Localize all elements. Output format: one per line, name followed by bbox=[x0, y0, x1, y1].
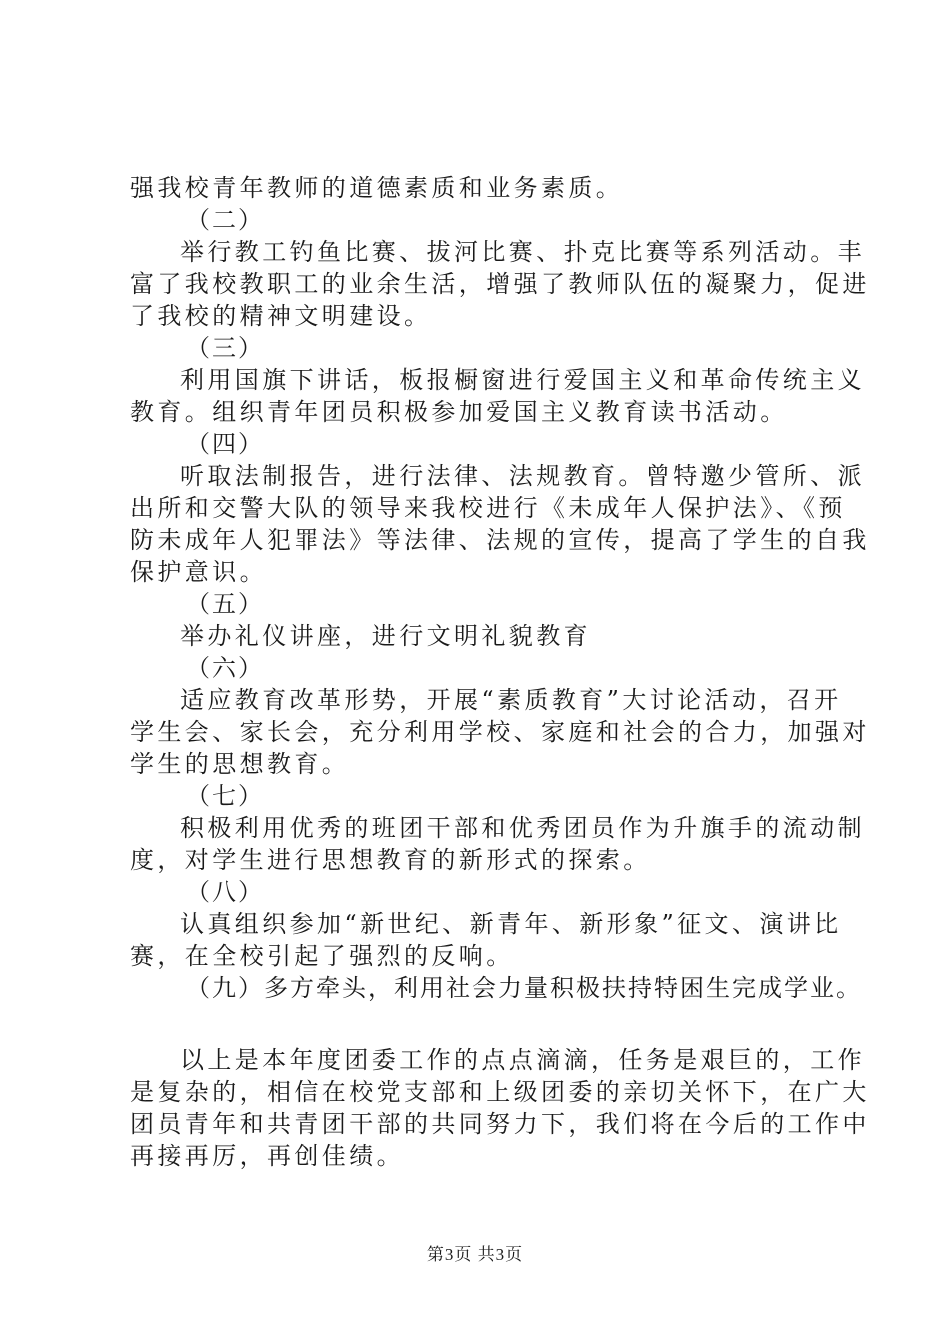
section-heading bbox=[130, 332, 850, 364]
text-line: 积极利用优秀的班团干部和优秀团员作为升旗手的流动制 bbox=[180, 814, 865, 842]
text-line: 了我校的精神文明建设。 bbox=[130, 302, 432, 330]
text-line: 适应教育改革形势，开展“素质教育”大讨论活动，召开 bbox=[180, 686, 842, 714]
text-line: 富了我校教职工的业余生活，增强了教师队伍的凝聚力，促进 bbox=[130, 270, 870, 298]
text-line: （八） bbox=[186, 878, 264, 906]
section-heading bbox=[130, 588, 850, 620]
text-line: 学生会、家长会，充分利用学校、家庭和社会的合力，加强对 bbox=[130, 718, 870, 746]
text-line: （六） bbox=[186, 654, 264, 682]
text-line: 度，对学生进行思想教育的新形式的探索。 bbox=[130, 846, 651, 874]
text-line: 出所和交警大队的领导来我校进行《未成年人保护法》、《预 bbox=[130, 494, 846, 522]
text-line: 强我校青年教师的道德素质和业务素质。 bbox=[130, 174, 624, 202]
text-line: （二） bbox=[186, 206, 264, 234]
section-heading bbox=[130, 428, 850, 460]
paragraph bbox=[130, 620, 850, 652]
text-line: 赛，在全校引起了强烈的反响。 bbox=[130, 942, 514, 970]
page-footer: 第3页 共3页 bbox=[426, 1245, 524, 1264]
text-line: 听取法制报告，进行法律、法规教育。曾特邀少管所、派 bbox=[180, 462, 865, 490]
text-line: （九）多方牵头，利用社会力量积极扶持特困生完成学业。 bbox=[186, 974, 862, 1002]
document-body bbox=[130, 172, 870, 1172]
text-line: 举行教工钓鱼比赛、拔河比赛、扑克比赛等系列活动。丰 bbox=[180, 238, 865, 266]
text-line: （五） bbox=[186, 590, 264, 618]
text-line: 是复杂的，相信在校党支部和上级团委的亲切关怀下，在广大 bbox=[130, 1078, 870, 1106]
text-line: 再接再厉，再创佳绩。 bbox=[130, 1142, 404, 1170]
paragraph bbox=[130, 460, 870, 588]
text-line: 认真组织参加“新世纪、新青年、新形象”征文、演讲比 bbox=[180, 910, 842, 938]
paragraph bbox=[130, 172, 850, 204]
text-line: 团员青年和共青团干部的共同努力下，我们将在今后的工作中 bbox=[130, 1110, 870, 1138]
text-line: （四） bbox=[186, 430, 264, 458]
paragraph bbox=[130, 1044, 870, 1172]
paragraph bbox=[130, 364, 865, 428]
text-line: 保护意识。 bbox=[130, 558, 267, 586]
text-line: 教育。组织青年团员积极参加爱国主义教育读书活动。 bbox=[130, 398, 788, 426]
text-line: 学生的思想教育。 bbox=[130, 750, 350, 778]
paragraph bbox=[130, 812, 865, 876]
text-line: 举办礼仪讲座，进行文明礼貌教育 bbox=[180, 622, 591, 650]
paragraph-gap bbox=[130, 1004, 850, 1044]
section-heading bbox=[130, 780, 850, 812]
section-heading bbox=[130, 652, 850, 684]
paragraph bbox=[130, 908, 850, 972]
text-line: （七） bbox=[186, 782, 264, 810]
section-heading bbox=[130, 204, 850, 236]
text-line: 利用国旗下讲话，板报橱窗进行爱国主义和革命传统主义 bbox=[180, 366, 865, 394]
section-heading bbox=[130, 876, 850, 908]
text-line: 以上是本年度团委工作的点点滴滴，任务是艰巨的，工作 bbox=[180, 1046, 865, 1074]
section-heading bbox=[130, 972, 862, 1004]
paragraph bbox=[130, 684, 870, 780]
text-line: （三） bbox=[186, 334, 264, 362]
text-line: 防未成年人犯罪法》等法律、法规的宣传，提高了学生的自我 bbox=[130, 526, 870, 554]
paragraph bbox=[130, 236, 870, 332]
